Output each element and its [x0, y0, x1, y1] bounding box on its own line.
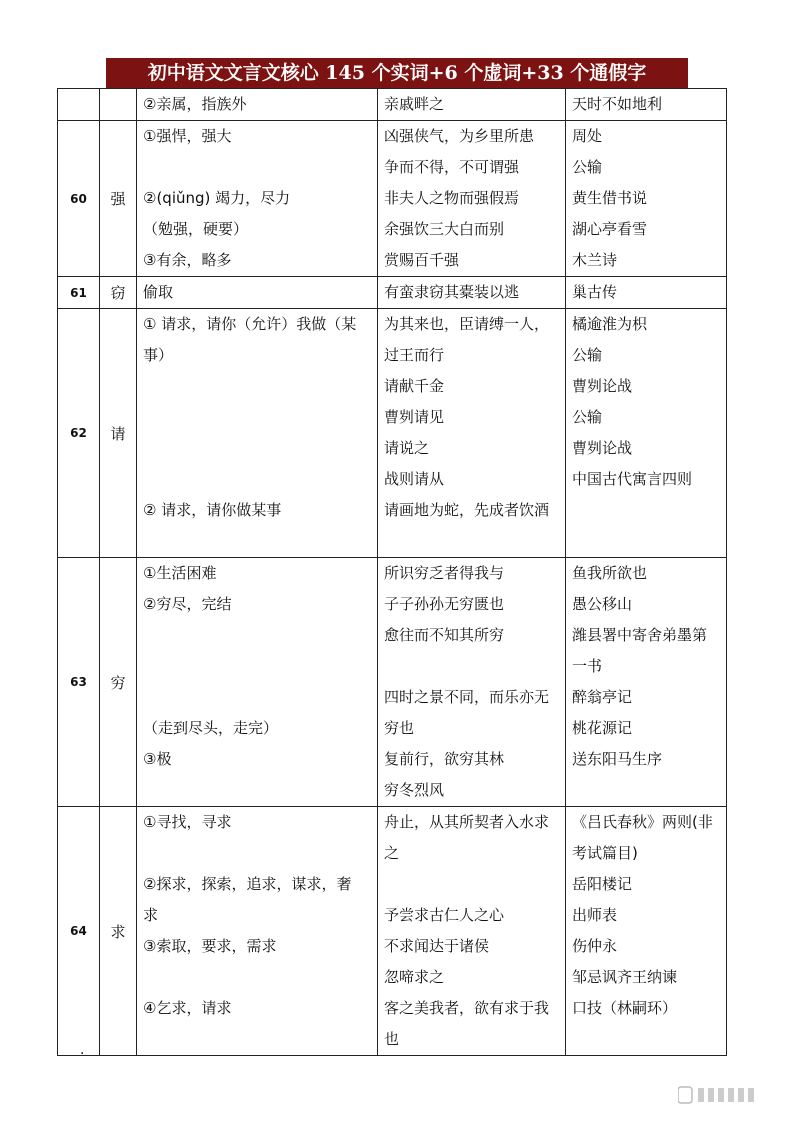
- entry-character: 求: [100, 807, 137, 1056]
- example-line: 过王而行: [384, 346, 445, 364]
- meaning-line: [143, 651, 371, 682]
- entry-number: 61: [58, 277, 100, 309]
- meanings-cell: [137, 807, 378, 1056]
- meaning-line: ①生活困难: [143, 564, 217, 582]
- meanings-cell: [137, 558, 378, 807]
- example-line: 战则请从: [384, 470, 445, 488]
- meaning-line: ②探求，探索，追求，谋求，奢: [143, 875, 352, 893]
- meaning-line: ④乞求，请求: [143, 999, 232, 1017]
- example-line: 客之美我者，欲有求于我: [384, 999, 550, 1017]
- meaning-line: （走到尽头，走完）: [143, 719, 279, 737]
- example-line: 赏赐百千强: [384, 251, 460, 269]
- example-line: 非夫人之物而强假焉: [384, 189, 520, 207]
- source-line: 曹刿论战: [572, 377, 633, 395]
- examples-cell: [378, 309, 566, 558]
- meaning-line: ②亲属，指族外: [143, 95, 247, 113]
- table-row: [58, 807, 727, 1056]
- meaning-line: ② 请求，请你做某事: [143, 501, 282, 519]
- example-line: 请画地为蛇，先成者饮酒: [384, 501, 550, 519]
- source-line: [572, 1024, 720, 1055]
- entry-number: 64: [58, 807, 100, 1056]
- source-line: 公输: [572, 408, 603, 426]
- source-line: 曹刿论战: [572, 439, 633, 457]
- sources-cell: [566, 277, 727, 309]
- source-line: 鱼我所欲也: [572, 564, 648, 582]
- table-row: [58, 309, 727, 558]
- example-line: [384, 526, 559, 557]
- example-line: 为其来也，臣请缚一人，: [384, 315, 550, 333]
- meaning-line: 事）: [143, 346, 174, 364]
- source-line: 橘逾淮为枳: [572, 315, 648, 333]
- meaning-line: [143, 838, 371, 869]
- entry-number: 60: [58, 121, 100, 277]
- meaning-line: [143, 1024, 371, 1055]
- example-line: 穷冬烈风: [384, 781, 445, 799]
- example-line: 余强饮三大白而别: [384, 220, 505, 238]
- example-line: 有蛮隶窃其橐装以逃: [384, 283, 520, 301]
- sources-cell: [566, 89, 727, 121]
- example-line: 不求闻达于诸侯: [384, 937, 490, 955]
- meaning-line: [143, 402, 371, 433]
- entry-character: 窃: [100, 277, 137, 309]
- example-line: 子子孙孙无穷匮也: [384, 595, 505, 613]
- example-line: 也: [384, 1030, 400, 1048]
- meaning-line: [143, 433, 371, 464]
- source-line: 考试篇目): [572, 844, 638, 862]
- example-line: 予尝求古仁人之心: [384, 906, 505, 924]
- meaning-line: ③极: [143, 750, 172, 768]
- example-line: 舟止，从其所契者入水求: [384, 813, 550, 831]
- meanings-cell: [137, 121, 378, 277]
- meaning-line: [143, 152, 371, 183]
- meanings-cell: [137, 309, 378, 558]
- source-line: 公输: [572, 346, 603, 364]
- meaning-line: [143, 620, 371, 651]
- example-line: 请说之: [384, 439, 430, 457]
- examples-cell: [378, 121, 566, 277]
- source-line: 邹忌讽齐王纳谏: [572, 968, 678, 986]
- source-line: 出师表: [572, 906, 618, 924]
- meaning-line: ①强悍，强大: [143, 127, 232, 145]
- example-line: 穷也: [384, 719, 415, 737]
- source-line: 岳阳楼记: [572, 875, 633, 893]
- entry-number: 62: [58, 309, 100, 558]
- source-line: 天时不如地利: [572, 95, 663, 113]
- sources-cell: [566, 309, 727, 558]
- footer-mark: .: [80, 1042, 85, 1058]
- source-line: 中国古代寓言四则: [572, 470, 693, 488]
- sources-cell: [566, 807, 727, 1056]
- sources-cell: [566, 558, 727, 807]
- source-line: 周处: [572, 127, 603, 145]
- meanings-cell: [137, 277, 378, 309]
- meaning-line: ①寻找，寻求: [143, 813, 232, 831]
- source-line: 伤仲永: [572, 937, 618, 955]
- sources-cell: [566, 121, 727, 277]
- meaning-line: ②穷尽，完结: [143, 595, 232, 613]
- examples-cell: [378, 807, 566, 1056]
- example-line: 曹刿请见: [384, 408, 445, 426]
- meaning-line: ③索取，要求，需求: [143, 937, 277, 955]
- meaning-line: ① 请求，请你（允许）我做（某: [143, 315, 357, 333]
- meaning-line: [143, 526, 371, 557]
- source-line: 一书: [572, 657, 603, 675]
- example-line: 四时之景不同，而乐亦无: [384, 688, 550, 706]
- meaning-line: [143, 775, 371, 806]
- meaning-line: ③有余，略多: [143, 251, 232, 269]
- watermark-logo: [678, 1084, 768, 1106]
- table-row: [58, 558, 727, 807]
- example-line: 所识穷乏者得我与: [384, 564, 505, 582]
- meaning-line: [143, 682, 371, 713]
- meaning-line: 求: [143, 906, 159, 924]
- example-line: 复前行，欲穷其林: [384, 750, 505, 768]
- source-line: 桃花源记: [572, 719, 633, 737]
- example-line: 亲戚畔之: [384, 95, 445, 113]
- source-line: 醉翁亭记: [572, 688, 633, 706]
- source-line: 巢古传: [572, 283, 618, 301]
- entry-character: 穷: [100, 558, 137, 807]
- entry-number: [58, 89, 100, 121]
- examples-cell: [378, 277, 566, 309]
- example-line: 之: [384, 844, 400, 862]
- source-line: 口技（林嗣环）: [572, 999, 678, 1017]
- examples-cell: [378, 89, 566, 121]
- example-line: [384, 869, 559, 900]
- example-line: 忽啼求之: [384, 968, 445, 986]
- meaning-line: （勉强，硬要）: [143, 220, 249, 238]
- vocabulary-table: [57, 88, 727, 1056]
- entry-number: 63: [58, 558, 100, 807]
- source-line: 黄生借书说: [572, 189, 648, 207]
- example-line: [384, 651, 559, 682]
- meaning-line: [143, 962, 371, 993]
- table-row: [58, 277, 727, 309]
- examples-cell: [378, 558, 566, 807]
- table-row: [58, 121, 727, 277]
- source-line: 愚公移山: [572, 595, 633, 613]
- source-line: 送东阳马生序: [572, 750, 663, 768]
- meaning-line: [143, 464, 371, 495]
- source-line: [572, 495, 720, 526]
- entry-character: 请: [100, 309, 137, 558]
- source-line: 公输: [572, 158, 603, 176]
- document-title: 初中语文文言文核心 145 个实词+6 个虚词+33 个通假字: [106, 58, 688, 88]
- source-line: 木兰诗: [572, 251, 618, 269]
- example-line: 愈往而不知其所穷: [384, 626, 505, 644]
- example-line: 凶强侠气，为乡里所患: [384, 127, 535, 145]
- meanings-cell: [137, 89, 378, 121]
- meaning-line: ②(qiǔng) 竭力，尽力: [143, 189, 291, 207]
- source-line: [572, 775, 720, 806]
- example-line: 请献千金: [384, 377, 445, 395]
- entry-character: [100, 89, 137, 121]
- entry-character: 强: [100, 121, 137, 277]
- source-line: [572, 526, 720, 557]
- meaning-line: [143, 371, 371, 402]
- example-line: 争而不得，不可谓强: [384, 158, 520, 176]
- table-row: [58, 89, 727, 121]
- source-line: 《吕氏春秋》两则(非: [572, 813, 713, 831]
- source-line: 潍县署中寄舍弟墨第: [572, 626, 708, 644]
- meaning-line: 偷取: [143, 283, 174, 301]
- source-line: 湖心亭看雪: [572, 220, 648, 238]
